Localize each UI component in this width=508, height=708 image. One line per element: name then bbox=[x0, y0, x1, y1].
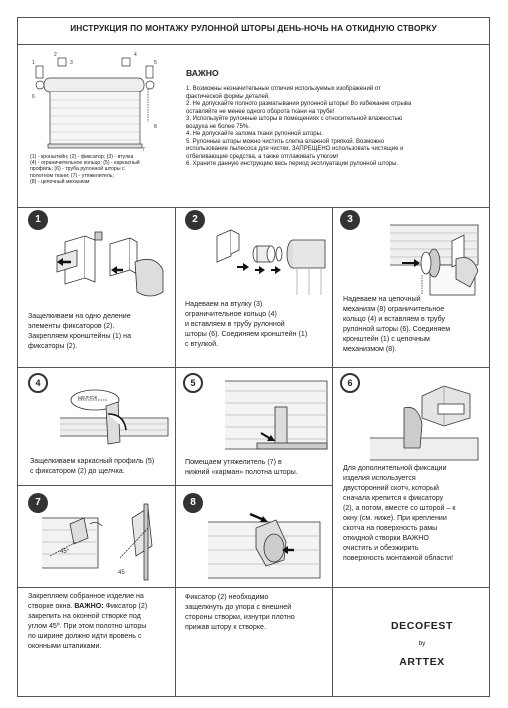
step-line: кольцо (4) и вставляем в трубу bbox=[343, 315, 445, 323]
svg-text:1: 1 bbox=[32, 60, 35, 66]
rule-line: использование пылесоса для чистки. ЗАПРЕЩЕНО использовать чистящие и bbox=[186, 146, 404, 152]
divider bbox=[332, 207, 333, 697]
step-8-illustration bbox=[200, 498, 325, 580]
angle-label: 45° bbox=[60, 549, 70, 555]
step-line: Защелкиваем на одно деление bbox=[28, 312, 131, 320]
step-line: фиксаторы (2). bbox=[28, 342, 78, 350]
legend-line: (4) - ограничительное кольцо; (5) - каркасный bbox=[30, 160, 140, 167]
step-line: шторы (6). Соединяем кронштейн (1) bbox=[185, 330, 308, 338]
divider bbox=[175, 207, 176, 697]
svg-text:8: 8 bbox=[154, 124, 157, 130]
step-4-illustration bbox=[50, 378, 170, 448]
step-line: механизмом (8). bbox=[343, 345, 397, 353]
divider bbox=[17, 587, 490, 588]
step-line: закрепить на оконной створке под bbox=[28, 612, 141, 620]
step-6-text bbox=[343, 463, 455, 563]
step-line: Защелкиваем каркасный профиль (5) bbox=[30, 457, 155, 465]
step-line: сначала крепится к фиксатору bbox=[343, 494, 444, 502]
step-line: Надеваем на втулку (3) bbox=[185, 300, 263, 308]
step-6-illustration bbox=[360, 378, 480, 460]
parts-legend bbox=[30, 154, 152, 185]
step-line: оконными штапиками. bbox=[28, 642, 102, 650]
rule-line: фактической формы деталей. bbox=[186, 93, 270, 100]
step-3-illustration bbox=[360, 215, 482, 295]
rule-line: 6. Храните данную инструкцию весь период эксплуатации рулонной шторы. bbox=[186, 161, 399, 167]
step-line: нижний «карман» полотна шторы. bbox=[185, 468, 298, 476]
important-rules bbox=[186, 86, 482, 169]
step-8-text bbox=[185, 592, 295, 632]
svg-text:7: 7 bbox=[142, 147, 145, 153]
legend-line: профиль; (6) - труба рулонной шторы с bbox=[30, 166, 125, 173]
step-5-illustration bbox=[205, 375, 327, 453]
step-number-badge: 3 bbox=[340, 210, 360, 230]
step-line: откидной створки ВАЖНО bbox=[343, 534, 429, 542]
legend-line: (1) - кронштейн; (2) - фиксатор; (3) - втулка bbox=[30, 154, 134, 160]
step-line: Надеваем на цепочный bbox=[343, 295, 421, 303]
divider bbox=[17, 367, 490, 368]
step-2-illustration bbox=[205, 220, 327, 295]
step-number-badge: 7 bbox=[28, 493, 48, 513]
rule-line: 5. Рулонные шторы можно чистить слегка влажной тряпкой. Возможно bbox=[186, 138, 385, 145]
svg-text:4: 4 bbox=[134, 52, 137, 58]
click-label: ЩЕЛЧОК bbox=[78, 395, 98, 400]
svg-text:6: 6 bbox=[32, 94, 35, 100]
step-line: механизм (8) ограничительное bbox=[343, 305, 445, 313]
rule-line: 2. Не допускайте полного разматывания рулонной шторы! Во избежание отрыва bbox=[186, 101, 412, 107]
brand-name: DECOFEST bbox=[391, 620, 453, 632]
step-line: Закрепляем кронштейны (1) на bbox=[28, 332, 132, 340]
svg-text:3: 3 bbox=[70, 60, 73, 66]
legend-line: (8) - цепочный механизм bbox=[30, 178, 90, 185]
step-number-badge: 4 bbox=[28, 373, 48, 393]
step-line: скотча на поверхность рамы bbox=[343, 524, 438, 532]
step-line: углом 45º. При этом полотно шторы bbox=[28, 622, 147, 630]
step-line-part: створке окна. bbox=[28, 602, 75, 610]
step-line: защелкнуть до упора с внешней bbox=[185, 603, 292, 611]
step-3-text bbox=[343, 294, 450, 354]
step-number-badge: 6 bbox=[340, 373, 360, 393]
blind-exploded-illustration bbox=[30, 52, 160, 152]
step-line bbox=[28, 601, 147, 611]
step-line: прижав штору к створке. bbox=[185, 623, 266, 631]
svg-text:2: 2 bbox=[54, 52, 57, 58]
step-2-text bbox=[185, 299, 307, 349]
rule-line: оставляйте не менее одного оборота ткани на трубе! bbox=[186, 108, 335, 115]
step-line: Фиксатор (2) необходимо bbox=[185, 593, 269, 601]
step-line: элементы фиксаторов (2). bbox=[28, 322, 115, 330]
step-number-badge: 2 bbox=[185, 210, 205, 230]
step-line: стороны створки, изнутри плотно bbox=[185, 613, 295, 621]
rule-line: 3. Используйте рулонные шторы в помещениях с относительной влажностью bbox=[186, 116, 403, 122]
step-7-text bbox=[28, 591, 147, 651]
brand-by: by bbox=[418, 640, 426, 647]
divider bbox=[17, 207, 490, 208]
important-label: ВАЖНО: bbox=[74, 602, 104, 610]
svg-text:5: 5 bbox=[154, 60, 157, 66]
step-line: Для дополнительной фиксации bbox=[343, 464, 447, 472]
step-line: двусторонний скотч, который bbox=[343, 484, 440, 492]
page-title: ИНСТРУКЦИЯ ПО МОНТАЖУ РУЛОННОЙ ШТОРЫ ДЕНЬ-НОЧЬ НА ОТКИДНУЮ СТВОРКУ bbox=[70, 23, 437, 33]
angle-label: 45 bbox=[118, 570, 125, 576]
legend-line: полотном ткани; (7) - утяжелитель; bbox=[30, 172, 114, 179]
step-line: и вставляем в трубу рулонной bbox=[185, 320, 285, 328]
step-1-illustration bbox=[55, 222, 170, 312]
step-line: ограничительное кольцо (4) bbox=[185, 310, 277, 318]
step-number-badge: 5 bbox=[183, 373, 203, 393]
step-line-part: Фиксатор (2) bbox=[105, 602, 148, 610]
rule-line: 4. Не допускайте залома ткани рулонной шторы. bbox=[186, 131, 323, 137]
step-number-badge: 8 bbox=[183, 493, 203, 513]
step-line: Помещаем утяжелитель (7) в bbox=[185, 458, 282, 466]
step-line: рулонной шторы (6). Соединяем bbox=[343, 325, 451, 333]
step-5-text bbox=[185, 457, 298, 477]
important-heading: ВАЖНО bbox=[186, 68, 219, 78]
step-1-text bbox=[28, 311, 131, 351]
step-line: кронштейн (1) с цепочным bbox=[343, 335, 430, 343]
brand-maker: ARTTEX bbox=[399, 656, 445, 668]
step-line: поверхность монтажной области! bbox=[343, 554, 454, 562]
step-line: очистить и обезжирить bbox=[343, 544, 419, 552]
step-number-badge: 1 bbox=[28, 210, 48, 230]
step-line: окну (см. ниже). При креплении bbox=[343, 514, 447, 522]
step-7-illustration bbox=[40, 498, 170, 580]
step-line: с втулкой. bbox=[185, 340, 219, 348]
step-line: Закрепляем собранное изделие на bbox=[28, 592, 144, 600]
rule-line: 1. Возможны незначительные отличия используемых изображений от bbox=[186, 86, 381, 92]
step-line: изделия используется bbox=[343, 474, 416, 482]
rule-line: отбеливающие средства, а также отглаживать утюгом! bbox=[186, 153, 339, 160]
step-line: (2), а потом, вместе со шторой – к bbox=[343, 504, 456, 512]
step-line: по ширине должно идти вровень с bbox=[28, 632, 142, 640]
step-4-text bbox=[30, 456, 154, 476]
divider bbox=[17, 44, 490, 45]
step-line: с фиксатором (2) до щелчка. bbox=[30, 467, 125, 475]
rule-line: воздуха не более 75%. bbox=[186, 123, 250, 130]
